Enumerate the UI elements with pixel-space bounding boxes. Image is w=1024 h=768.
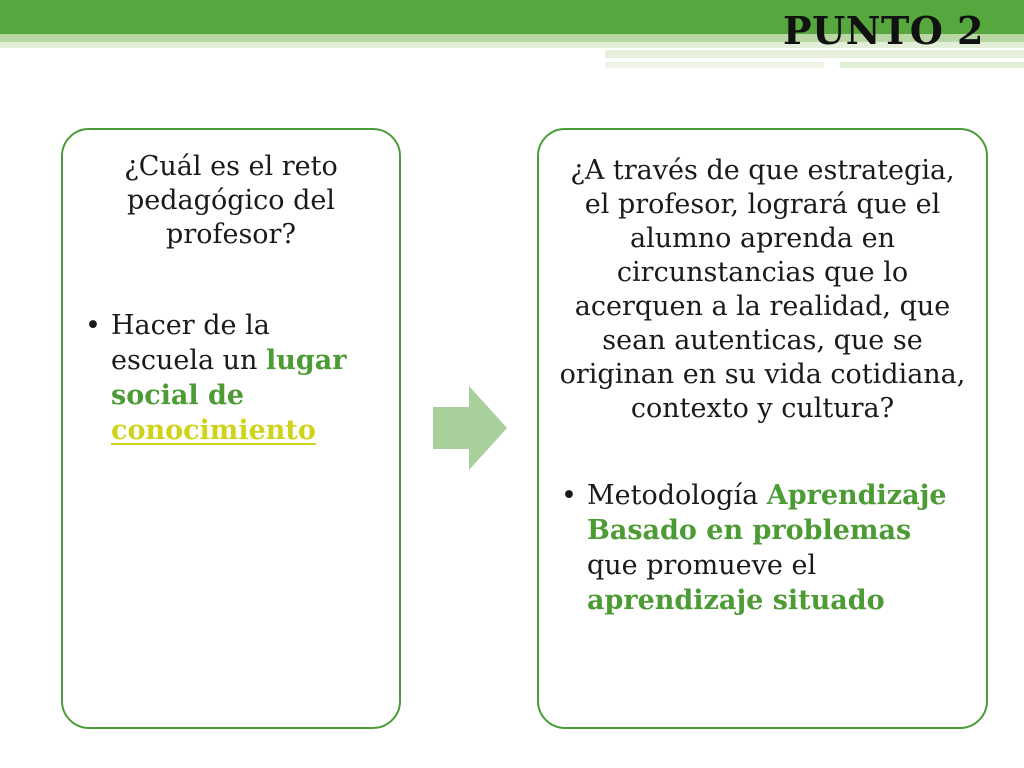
right-arrow-icon [433, 386, 507, 470]
left-bullet-highlight: lugar social de [111, 345, 347, 411]
right-bullet-text-2: que promueve el [587, 550, 817, 581]
left-box [61, 128, 401, 729]
left-bullet-underlined: conocimiento [111, 415, 316, 446]
left-bullet [63, 308, 399, 448]
left-bullet-text: Hacer de la escuela un [111, 310, 270, 376]
right-box [537, 128, 988, 729]
right-bullet-highlight-2: aprendizaje situado [587, 585, 885, 616]
header-accent-stripe-3 [840, 62, 1024, 68]
left-question: ¿Cuál es el reto pedagógico del profesor? [124, 151, 338, 250]
bullet-marker: • [85, 310, 101, 341]
right-question: ¿A través de que estrategia, el profesor, logrará que el alumno aprenda en circunstancias que lo acerquen a la realidad, que sean autenticas, que se originan en su vida cotidiana, contexto y cultura? [559, 155, 966, 424]
slide-title: PUNTO 2 [783, 8, 984, 53]
right-bullet-content [587, 478, 966, 618]
right-bullet [539, 478, 986, 618]
bullet-marker: • [561, 480, 577, 511]
right-bullet-text-1: Metodología [587, 480, 767, 511]
header-accent-stripe-2 [605, 62, 824, 68]
left-bullet-content [111, 308, 381, 448]
right-bullet-highlight-1: Aprendizaje Basado en problemas [587, 480, 947, 546]
